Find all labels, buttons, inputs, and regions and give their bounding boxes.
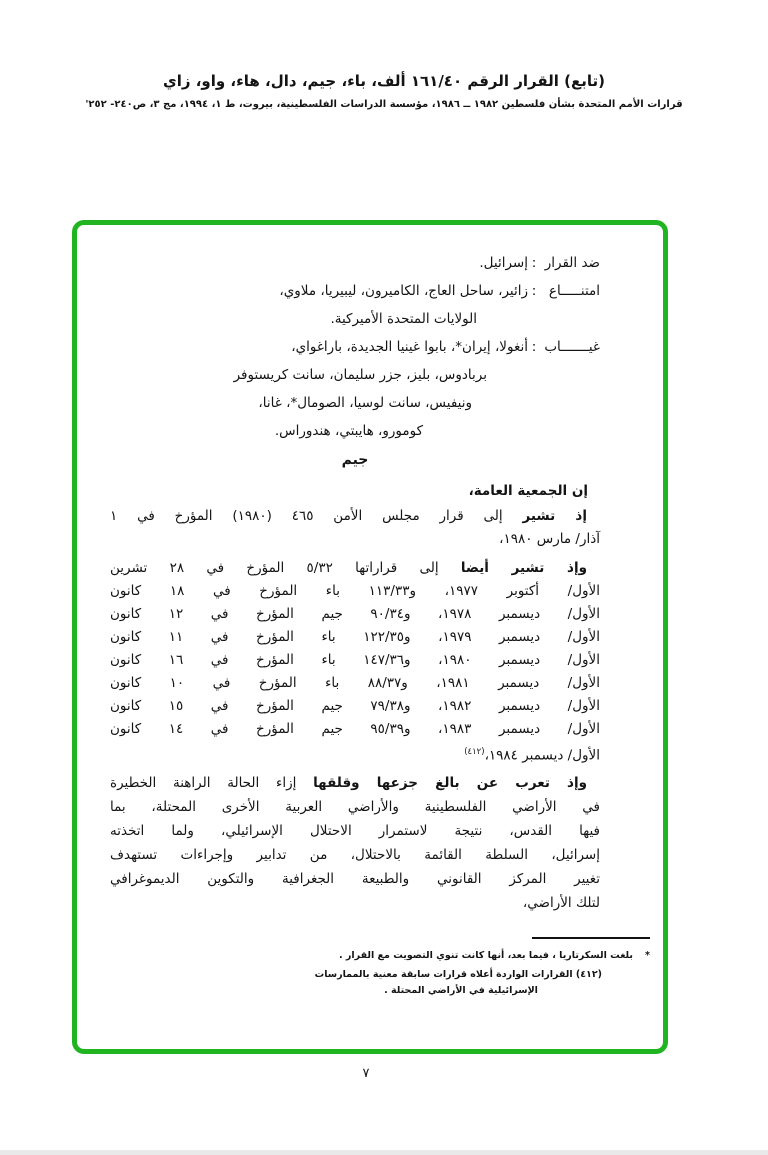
text-line: الأول/ ديسمبر ١٩٨٢، و٧٩/٣٨ جيم المؤرخ في ١٥ كانون <box>110 698 600 714</box>
page-number: ٧ <box>362 1066 370 1081</box>
vote-absent-countries-line: بربادوس، بليز، جزر سليمان، سانت كريستوفر <box>233 367 487 383</box>
vote-absent-row <box>110 333 600 445</box>
footnote-star-text: بلغت السكرتاريا ، فيما بعد، أنها كانت تنوي التصويت مع القرار . <box>339 950 633 961</box>
vote-absent-value <box>110 333 528 445</box>
resolution-text <box>77 225 663 915</box>
vote-absent-label: غيـــــــاب <box>544 339 600 355</box>
vote-against-label: ضد القرار <box>544 255 600 271</box>
text-line: إذ تشير إلى قرار مجلس الأمن ٤٦٥ (١٩٨٠) المؤرخ في ١ <box>110 508 587 524</box>
colon-separator: : <box>531 339 537 355</box>
document-page <box>0 70 768 1155</box>
paragraph-recalling-sc465 <box>110 505 600 551</box>
footnote-412 <box>314 967 602 999</box>
text-line: وإذ تشير أيضا إلى قراراتها ٥/٣٢ المؤرخ في ٢٨ تشرين <box>110 560 587 576</box>
text-line: وإذ تعرب عن بالغ جزعها وقلقها إزاء الحالة الراهنة الخطيرة <box>110 774 588 791</box>
footnote-412-line: (٤١٢) القرارات الواردة أعلاه قرارات سابقة معنية بالممارسات <box>314 969 602 980</box>
footnotes-block <box>314 937 650 999</box>
resolution-title: (تابع) القرار الرقم ١٦١/٤٠ ألف، باء، جيم، دال، هاء، واو، زاي <box>162 72 606 90</box>
vote-abstain-countries-line: زائير، ساحل العاج، الكاميرون، ليبيريا، ملاوي، <box>279 283 528 299</box>
colon-separator: : <box>531 283 537 299</box>
text-line: الأول/ أكتوبر ١٩٧٧، و١١٣/٣٣ باء المؤرخ في ١٨ كانون <box>110 583 601 599</box>
vote-absent-countries-line: ونيفيس، سانت لوسيا، الصومال*، غانا، <box>258 395 472 411</box>
text-line: الأول/ ديسمبر ١٩٨٠، و١٤٧/٣٦ باء المؤرخ في ١٦ كانون <box>110 652 600 668</box>
vote-absent-countries-line: كومورو، هايبتي، هندوراس. <box>274 423 423 439</box>
footnote-star-marker: * <box>645 950 650 961</box>
text-line: الأول/ ديسمبر ١٩٨٣، و٩٥/٣٩ جيم المؤرخ في ١٤ كانون <box>110 721 600 737</box>
source-citation: قرارات الأمم المتحدة بشأن فلسطين ١٩٨٢ ــ ١٩٨٦، مؤسسة الدراسات الفلسطينية، بيروت، ط ١، ١٩٩٤، مج ٣، ص٢٤٠- ٢٥٢' <box>85 99 683 110</box>
text-line: إسرائيل، السلطة القائمة بالاحتلال، من تدابير وإجراءات تستهدف <box>110 846 600 863</box>
paragraph-expressing-alarm <box>110 771 600 915</box>
footnote-reference-412: (٤١٢) <box>464 747 485 757</box>
footnote-divider-rule <box>532 937 650 939</box>
text-line: آذار/ مارس ١٩٨٠، <box>499 531 600 547</box>
text-line: لتلك الأراضي، <box>522 894 600 911</box>
vote-abstain-value <box>110 277 528 333</box>
text-line: فيها القدس، نتيجة لاستمرار الاحتلال الإسرائيلي، ولما اتخذته <box>110 822 600 839</box>
section-heading: جيم <box>341 452 369 468</box>
paragraph-recalling-ga-resolutions <box>110 557 600 768</box>
vote-abstain-countries-line: الولايات المتحدة الأميركية. <box>330 311 477 327</box>
assembly-opening-line: إن الجمعية العامة، <box>468 483 588 499</box>
text-line: الأول/ ديسمبر ١٩٧٩، و١٢٢/٣٥ باء المؤرخ في ١١ كانون <box>110 629 600 645</box>
vote-absent-countries-line: أنغولا، إيران*، بابوا غينيا الجديدة، باراغواي، <box>291 339 528 355</box>
text-line: الأول/ ديسمبر ١٩٨١، و٨٨/٣٧ باء المؤرخ في ١٠ كانون <box>110 675 600 691</box>
footnote-412-line: الإسرائيلية في الأراضي المحتلة . <box>384 985 538 996</box>
text-line: تغيير المركز القانوني والطبيعة الجغرافية والتكوين الديموغرافي <box>110 870 600 887</box>
page-header <box>0 70 768 112</box>
colon-separator: : <box>531 255 537 271</box>
vote-against-countries: إسرائيل. <box>479 255 528 271</box>
vote-abstain-row <box>110 277 600 333</box>
text-line: في الأراضي الفلسطينية والأراضي العربية الأخرى المحتلة، بما <box>110 798 600 815</box>
resolution-green-box <box>72 220 668 1054</box>
text-line: الأول/ ديسمبر ١٩٧٨، و٩٠/٣٤ جيم المؤرخ في ١٢ كانون <box>110 606 600 622</box>
footnote-412-marker: (٤١٢) <box>575 969 602 980</box>
scan-edge-artifact <box>0 1150 768 1155</box>
footnote-star <box>320 948 650 963</box>
vote-against-row <box>110 249 600 277</box>
vote-abstain-label: امتنـــــاع <box>548 283 600 299</box>
vote-against-value <box>110 249 528 277</box>
text-line: الأول/ ديسمبر ١٩٨٤،$^{(٤١٢)}$ <box>464 747 600 764</box>
